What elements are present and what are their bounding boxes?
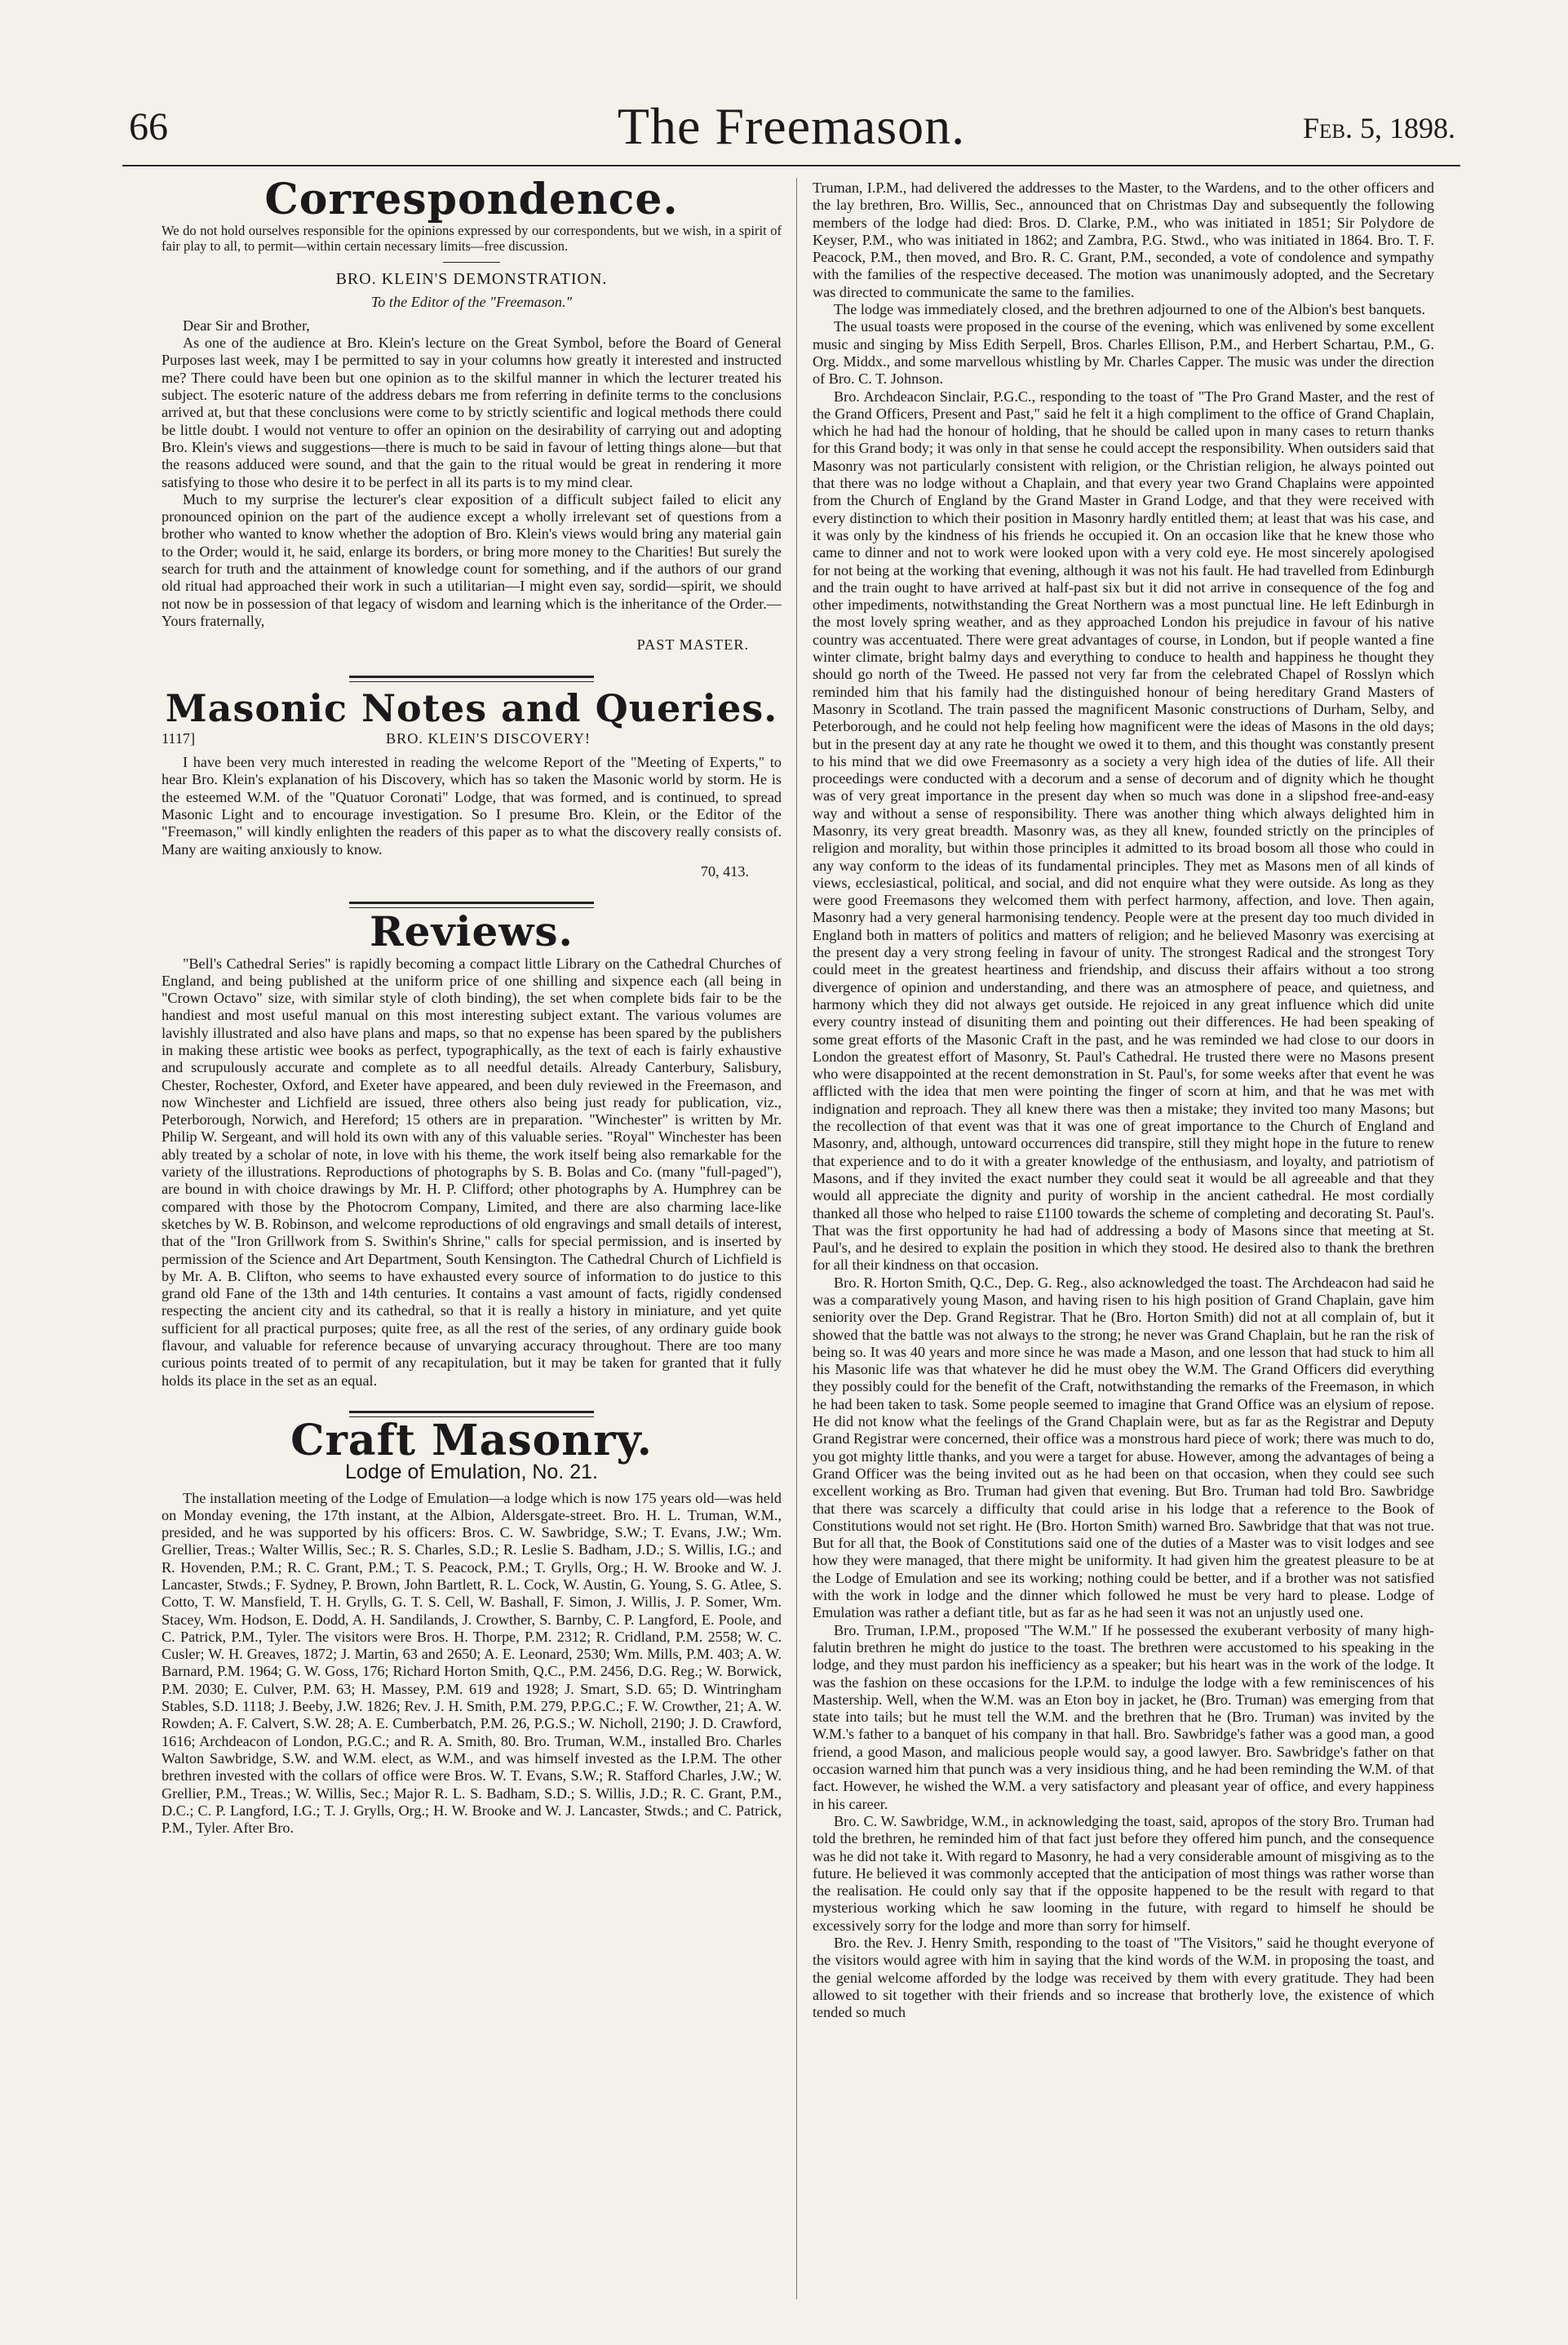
report-paragraph: The lodge was immediately closed, and the brethren adjourned to one of the Albion's best banquets. bbox=[834, 301, 1426, 318]
review-paragraph: "Bell's Cathedral Series" is rapidly becoming a compact little Library on the Cathedral Churches of England, and being published at the uniform price of one shilling and sixpence each (all being in "Crown Octavo" size, with similar style of cloth binding), the set when complete bids fair to be the handiest and most useful manual on this most interesting subject extant. The various volumes are lavishly illustrated and also have plans and maps, so that no expense has been spared by the publishers in making these artistic wee books as perfect, typographically, as the text of each is fairly exhaustive and scrupulously accurate and complete as to all needful details. Already Canterbury, Salisbury, Chester, Rochester, Oxford, and Exeter have appeared, and been duly reviewed in the Freemason, and now Winchester and Lichfield are issued, three others also being just ready for publication, viz., Peterborough, Norwich, and Hereford; 15 others are in preparation. "Winchester" is written by Mr. Philip W. Sergeant, and will hold its own with any of this valuable series. "Royal" Winchester has been ably treated by a scholar of note, in love with his theme, the work itself being also remarkable for the variety of the illustrations. Reproductions of photographs by S. B. Bolas and Co. (many "full-paged"), are bound in with choice drawings by Mr. H. P. Clifford; other photographs by A. Humphrey can be compared with those by the Photocrom Company, Limited, and there are also charming lace-like sketches by W. B. Robinson, and welcome reproductions of old engravings and small details of interest, that of the "Iron Grillwork from S. Swithin's Shrine," calls for special permission, and is inserted by permission of the Science and Art Department, South Kensington. The Cathedral Church of Lichfield is by Mr. A. B. Clifton, who seems to have exhausted every source of information to do justice to this grand old Fane of the 13th and 14th centuries. It contains a vast amount of facts, rigidly condensed respecting the ancient city and its cathedral, so that it is really a history in miniature, and yet quite sufficient for all practical purposes; quite free, as all the rest of the series, of any ordinary guide book flavour, and valuable for reference because of unvarying accuracy throughout. There are too many curious points treated of to permit of any recapitulation, but it may be taken for granted that it fully holds its place in the set as an equal. bbox=[162, 955, 782, 1389]
right-column bbox=[813, 180, 1434, 2317]
report-paragraph: Bro. the Rev. J. Henry Smith, responding to the toast of "The Visitors," said he thought everyone of the visitors would agree with him in saying that the kind words of the W.M. in proposing the toast, and the genial welcome afforded by the lodge was received by them with every gratitude. They had been allowed to sit together with their friends and so increase that brotherly love, the existence of which tended so much bbox=[813, 1934, 1434, 2021]
query-number: 1117] bbox=[162, 729, 196, 747]
reviews-heading: Reviews. bbox=[370, 907, 574, 956]
report-paragraph: Bro. R. Horton Smith, Q.C., Dep. G. Reg., also acknowledged the toast. The Archdeacon had said he was a comparatively young Mason, and having risen to his high position of Grand Chaplain, gave him seniority over the Dep. Grand Registrar. That he (Bro. Horton Smith) did not at all complain of, but it showed that the battle was not always to the strong; he never was Grand Chaplain, but he ran the risk of being so. It was 40 years and more since he was made a Mason, and one lesson that had stuck to him all his Masonic life was that whatever he did he must obey the W.M. The Grand Officers did everything they possibly could for the benefit of the Craft, notwithstanding the remarks of the Freemason, in which he had been taken to task. Some people seemed to imagine that Grand Office was an elysium of repose. He did not know what the feelings of the Grand Chaplain were, but as far as the Registrar and Deputy Grand Registrar were concerned, their office was a monstrous hard piece of work; there was much to do, you got mighty little thanks, and you were a target for abuse. However, among the advantages of being a Grand Officer was the being invited out as he had been on that occasion, when they could see such excellent working as Bro. Truman had given that evening. But Bro. Truman had told Bro. Sawbridge that there was scarcely a difficulty that could arise in his lodge that a reference to the Book of Constitutions would not set right. He (Bro. Horton Smith) warned Bro. Sawbridge that that was not true. But for all that, the Book of Constitutions said one of the duties of a Master was to visit lodges and see how they were managed, that there might be uniformity. It had given him the greatest pleasure to be at the Lodge of Emulation and see its working; nothing could be better, and if a brother was not satisfied with the work in lodge and the dinner which followed he must be very hard to please. Lodge of Emulation was rather a defiant title, but as far as he had seen it was not an unjustly used one. bbox=[813, 1274, 1434, 1621]
salutation: Dear Sir and Brother, bbox=[183, 317, 310, 334]
craft-masonry-heading: Craft Masonry. bbox=[290, 1415, 653, 1465]
to-editor-line: To the Editor of the "Freemason." bbox=[370, 293, 573, 310]
report-paragraph: Truman, I.P.M., had delivered the addresses to the Master, to the Wardens, and to the other officers and the lay brethren, Bro. Willis, Sec., announced that on Christmas Day and subsequently the following members of the lodge had died: Bros. D. Clarke, P.M., who was initiated in 1851; Sir Polydore de Keyser, P.M., who was initiated in 1862; and Zambra, P.G. Stwd., who was initiated in 1864. Bro. T. F. Peacock, P.M., then moved, and Bro. R. C. Grant, P.M., seconded, a vote of condolence and sympathy with the families of the respective deceased. The motion was unanimously adopted, and the Secretary was directed to communicate the same to the families. bbox=[813, 180, 1434, 300]
column-divider bbox=[796, 178, 797, 2299]
double-rule bbox=[349, 676, 594, 682]
letter-paragraph: Much to my surprise the lecturer's clear exposition of a difficult subject failed to elicit any pronounced opinion on the part of the audience except a wholly irrelevant set of questions from a brother who wanted to know whether the adoption of Bro. Klein's views would bring any material gain to the Order; would it, he said, enlarge its borders, or bring more money to the Charities! But surely the search for truth and the attainment of knowledge count for something, and if the authors of our grand old ritual had approached their work in such a utilitarian—I might even say, sordid—spirit, we should not now be in possession of that legacy of wisdom and learning which is the inheritance of the Order.—Yours fraternally, bbox=[162, 490, 782, 629]
correspondence-heading: Correspondence. bbox=[264, 180, 679, 224]
query-signature: 70, 413. bbox=[700, 862, 749, 880]
section-rule bbox=[443, 262, 500, 263]
query-title: BRO. KLEIN'S DISCOVERY! bbox=[385, 729, 591, 747]
page-number: 66 bbox=[129, 105, 168, 149]
letter-title: BRO. KLEIN'S DEMONSTRATION. bbox=[335, 270, 608, 289]
masthead: The Freemason. bbox=[617, 97, 966, 155]
letter-paragraph: As one of the audience at Bro. Klein's lecture on the Great Symbol, before the Board of General Purposes last week, may I be permitted to say in your columns how greatly it interested and instructed me? There could have been but one opinion as to the skilful manner in which the lecturer treated his subject. The esoteric nature of the address debars me from referring in definite terms to the conclusions arrived at, but that these conclusions were come to by strictly scientific and logical methods there could be little doubt. I would not venture to offer an opinion on the desirability of carrying out and adopting Bro. Klein's views and suggestions—there is much to be said in favour of letting things alone—but that the reasons adduced were sound, and that the gain to the ritual would be great in rendering it more satisfying to those who desire it to be perfect in all its parts is to my mind clear. bbox=[162, 335, 782, 490]
report-paragraph: The usual toasts were proposed in the course of the evening, which was enlivened by some excellent music and singing by Miss Edith Serpell, Bros. Charles Ellison, P.M., and Herbert Schartau, P.M., G. Org. Middx., and some marvellous whistling by Mr. Charles Capper. The music was under the direction of Bro. C. T. Johnson. bbox=[813, 318, 1434, 388]
query-paragraph: I have been very much interested in reading the welcome Report of the "Meeting of Experts," to hear Bro. Klein's explanation of his Discovery, which has so taken the Masonic world by storm. He is the esteemed W.M. of the "Quatuor Coronati" Lodge, that was formed, and is continued, to spread Masonic Light and to encourage investigation. So I presume Bro. Klein, or the Editor of the "Freemason," will kindly enlighten the readers of this paper as to what the discovery really consists of. Many are waiting anxiously to know. bbox=[162, 754, 782, 858]
lodge-report-paragraph: The installation meeting of the Lodge of Emulation—a lodge which is now 175 years old—was held on Monday evening, the 17th instant, at the Albion, Aldersgate-street. Bro. H. L. Truman, W.M., presided, and he was supported by his officers: Bros. C. W. Sawbridge, S.W.; T. Evans, J.W.; Wm. Grellier, Treas.; Walter Willis, Sec.; R. S. Charles, S.D.; R. Leslie S. Badham, J.D.; S. Willis, I.G.; and R. Hovenden, P.M.; R. C. Grant, P.M.; T. S. Peacock, P.M.; T. Grylls, Org.; H. W. Brooke and W. J. Lancaster, Stwds.; F. Sydney, P. Brown, John Bartlett, R. L. Cock, W. Austin, G. Young, S. G. Atlee, S. Cotto, T. W. Mansfield, T. H. Grylls, G. T. S. Cell, W. Bashall, F. Simon, J. Willis, J. P. Somer, Wm. Stacey, Wm. Hodson, E. Dodd, A. H. Sandilands, J. Crowther, S. Barnby, C. P. Langford, E. Poole, and C. Patrick, P.M., Tyler. The visitors were Bros. H. Thorpe, P.M. 2312; R. Cridland, P.M. 2558; W. C. Cusler; W. H. Greaves, 1872; J. Martin, 63 and 2650; A. E. Leonard, 2530; Wm. Mills, P.M. 403; A. W. Barnard, P.M. 1964; G. W. Goss, 176; Richard Horton Smith, Q.C., P.M. 2456, D.G. Reg.; W. Borwick, P.M. 2030; E. Culver, P.M. 63; H. Massey, P.M. 619 and 1928; J. Smart, S.D. 65; D. Wintringham Stables, S.D. 1118; J. Beeby, J.W. 1826; Rev. J. H. Smith, P.M. 279, P.P.G.C.; F. W. Crowther, 21; A. W. Rowden; A. F. Calvert, S.W. 28; A. E. Cumberbatch, P.M. 26, P.G.S.; W. Nicholl, 2190; J. D. Crawford, 1616; Archdeacon of London, P.G.C.; and R. A. Smith, 80. Bro. Truman, W.M., installed Bro. Charles Walton Sawbridge, S.W. and W.M. elect, as W.M., and was himself invested as the I.P.M. The other brethren invested with the collars of office were Bros. W. T. Evans, S.W.; R. Stafford Charles, J.W.; W. Grellier, P.M., Treas.; W. Willis, Sec.; Major R. L. S. Badham, S.D.; S. Willis, J.D.; R. C. Grant, P.M., D.C.; C. P. Langford, I.G.; T. J. Grylls, Org.; H. W. Brooke and W. J. Lancaster, Stwds.; and C. Patrick, P.M., Tyler. After Bro. bbox=[162, 1489, 782, 1837]
correspondence-disclaimer: We do not hold ourselves responsible for the opinions expressed by our correspondents, but we wish, in a spirit of fair play to all, to permit—within certain necessary limits—free discussion. bbox=[162, 223, 782, 255]
report-paragraph: Bro. C. W. Sawbridge, W.M., in acknowledging the toast, said, apropos of the story Bro. Truman had told the brethren, he reminded him of that fact just before they offered him punch, and the consequence was he did not take it. With regard to Masonry, he had a very considerable amount of misgiving as to the future. He believed it was commonly accepted that the anticipation of most things was rather worse than the realisation. He could only say that if the opposite happened to be the result with regard to that mysterious working which he saw looming in the future, with regard to himself he should be excessively sorry for the lodge and more than sorry for himself. bbox=[813, 1812, 1434, 1934]
report-paragraph: Bro. Archdeacon Sinclair, P.G.C., responding to the toast of "The Pro Grand Master, and the rest of the Grand Officers, Present and Past," said he felt it a high compliment to the office of Grand Chaplain, which he had had the honour of holding, that he should be called upon in many cases to return thanks for this Grand body; it was only in that sense he could accept the responsibility. When outsiders said that Masonry was not particularly consistent with religion, or the Christian religion, he always pointed out that there was no lodge without a Chaplain, and that every year two Grand Chaplains were appointed from the Church of England by the Grand Master in Grand Lodge, and that they were received with every distinction to which their position in Masonry hardly entitled them; at least that was his case, and it was only by the kindness of his friends he occupied it. On an occasion like that he knew those who came to dinner and not to work were looked upon with a very cold eye. He most sincerely apologised for not being at the working that evening, although it was not his fault. He had travelled from Edinburgh and the train ought to have arrived at half-past six but it did not arrive in consequence of the fog and other impediments, notwithstanding the Great Northern was a most punctual line. He left Edinburgh in the most lovely spring weather, and as they approached London his prejudice in favour of his native country was accentuated. There were great advantages of course, in London, but if people wanted a fine winter climate, bright balmy days and everything to conduce to health and happiness he thought they should go north of the Tweed. He passed not very far from the celebrated Chapel of Rosslyn which reminded him that his family had the distinguished honour of being hereditary Grand Masters of Masonry in Scotland. The train passed the magnificent Masonic constructions of Durham, Selby, and Peterborough, and he could not help feeling how magnificent were the ideas of Masons in the old days; but in the present day at any rate he thought we owed it to them, and this thought was constantly present to his mind that we did owe Freemasonry as a society a very high idea of the duties of life. All their proceedings were conducted with a decorum and a sense of decorum and of dignity which he thought was of very great importance in the present day when so much was done in a slipshod free-and-easy way and without a sense of responsibility. There was another thing which always delighted him in Masonry, its very great breadth. Masonry was, as they all knew, founded strictly on the principles of religion and morality, but within those principles it admitted to its broad bosom all those who could in any way conform to the ideas of its fundamental principles. They met as Masons men of all kinds of views, ecclesiastical, political, and social, and did not enquire what they were outside. As long as they were good Freemasons they welcomed them with perfect harmony, affection, and love. Then again, Masonry had a very general harmonising tendency. People were at the present day too much divided in England both in matters of politics and matters of religion; and he believed Masonry was exercising at the present day a very strong feeling in favour of unity. The strongest Radical and the strongest Tory could meet in the greatest heartiness and friendship, and discuss their affairs without a too strong divergence of opinion and understanding, and there was an atmosphere of peace, and quietness, and harmony which they did not always get outside. He rejoiced in any great influence which did unite every country instead of disuniting them and pointing out their differences. He had been speaking of some great efforts of the Masonic Craft in the past, and he was reminded we had close to our doors in London the greatest effort of Masonry, St. Paul's Cathedral. He trusted there were no Masons present who were disappointed at the recent demonstration in St. Paul's, for some weeks after that event he was afflicted with the idea that men were pointing the finger of scorn at him, and that he was met with indignation and reproach. They all knew there was then a mistake; they invited too many Masons; but the recollection of that event was that it was one of great importance to the Church of England and Masonry, and, although, untoward occurrences did transpire, still they might hope in the future to renew that experience and to do it with a greater knowledge of the enthusiasm, and loyalty, and patriotism of Masons, and if they invited the exact number they could seat it would be all agreeable and that they would all appreciate the dignity and purity of worship in the ancient cathedral. He most cordially thanked all those who helped to raise £1100 towards the scheme of completing and decorating St. Paul's. That was the first opportunity he had had of addressing a body of Masons since that meeting at St. Paul's, and he desired to explain the position in which they stood. He desired also to thank the brethren for all their kindness on that occasion. bbox=[813, 388, 1434, 1274]
letter-signature: PAST MASTER. bbox=[636, 636, 749, 654]
issue-date: Feb. 5, 1898. bbox=[1303, 112, 1455, 144]
lodge-subheading: Lodge of Emulation, No. 21. bbox=[345, 1461, 598, 1484]
report-paragraph: Bro. Truman, I.P.M., proposed "The W.M." If he possessed the exuberant verbosity of many high-falutin brethren he might do justice to the toast. The brethren were accustomed to his speaking in the lodge, and they must pardon his inefficiency as a speaker; but his heart was in the work of the lodge. It was the fashion on these occasions for the I.P.M. to indulge the lodge with a few reminiscences of his Mastership. Well, when the W.M. was an Eton boy in jacket, he (Bro. Truman) was emerging from that state into tails; but he must tell the W.M. and the brethren that he (Bro. Truman) was invited by the W.M.'s father to a banquet of his company in that hall. Bro. Sawbridge's father was a good man, a good friend, a good Mason, and malicious people would say, a good lawyer. Bro. Sawbridge's father on that occasion warned him that punch was a very insidious thing, and he had been reminding the W.M. of that fact. However, he wished the W.M. a very satisfactory and pleasant year of office, and every happiness in his career. bbox=[813, 1621, 1434, 1812]
notes-queries-heading: Masonic Notes and Queries. bbox=[165, 685, 778, 730]
query-header bbox=[162, 730, 782, 747]
left-column bbox=[162, 180, 782, 2317]
page-header bbox=[122, 91, 1460, 166]
